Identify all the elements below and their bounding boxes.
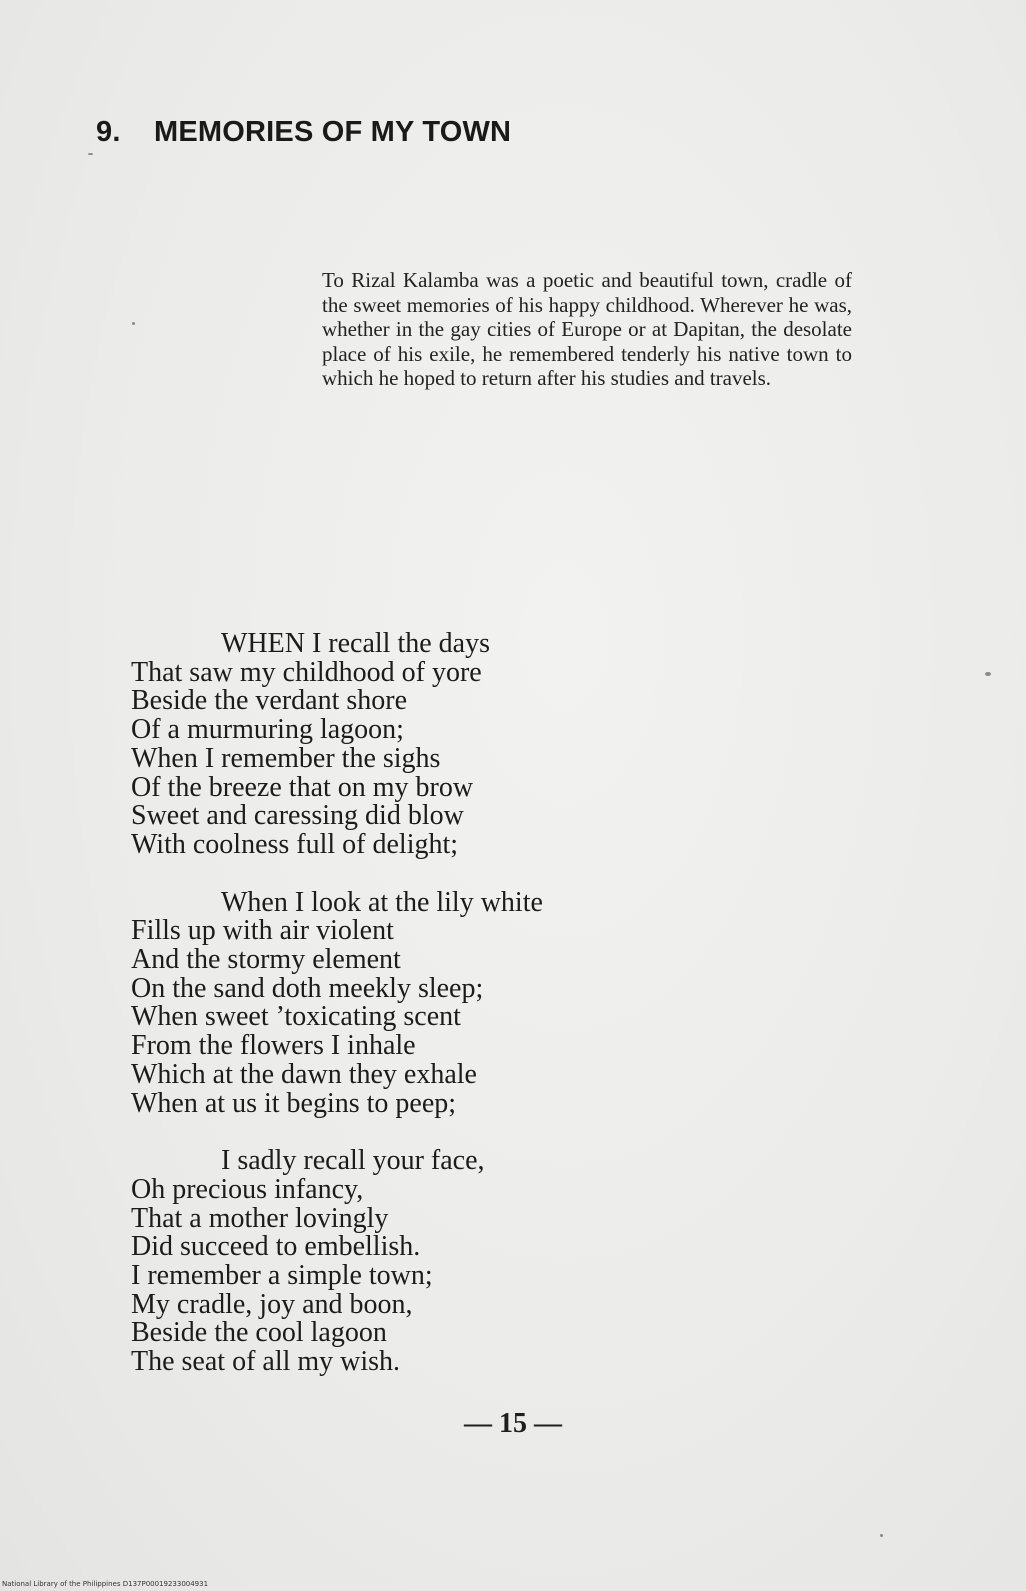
poem-stanza-1 bbox=[131, 630, 691, 860]
poem-line: WHEN I recall the days bbox=[221, 628, 490, 659]
poem-line: When I remember the sighs bbox=[131, 742, 441, 774]
paper-speck bbox=[132, 322, 135, 325]
poem-line: Which at the dawn they exhale bbox=[131, 1058, 477, 1090]
poem-line: Fills up with air violent bbox=[131, 915, 394, 947]
poem-line: On the sand doth meekly sleep; bbox=[131, 972, 484, 1004]
poem-line: Of the breeze that on my brow bbox=[131, 771, 474, 803]
poem-line: When at us it begins to peep; bbox=[131, 1087, 457, 1119]
poem-line: That a mother lovingly bbox=[131, 1202, 389, 1234]
poem-line: When I look at the lily white bbox=[221, 886, 543, 918]
poem-line: Of a murmuring lagoon; bbox=[131, 714, 404, 746]
poem-line: Oh precious infancy, bbox=[131, 1173, 364, 1205]
poem-stanza-3 bbox=[131, 1147, 691, 1377]
poem-line: I sadly recall your face, bbox=[221, 1145, 485, 1177]
page-number: — 15 — bbox=[464, 1408, 562, 1439]
chapter-number: 9. bbox=[96, 116, 121, 148]
poem-line: Sweet and caressing did blow bbox=[131, 800, 464, 832]
poem-line: That saw my childhood of yore bbox=[131, 656, 482, 688]
paper-speck bbox=[880, 1534, 883, 1537]
paper-speck bbox=[985, 672, 991, 676]
poem-line: The seat of all my wish. bbox=[131, 1346, 401, 1378]
poem-line: From the flowers I inhale bbox=[131, 1030, 416, 1062]
poem-line: Did succeed to embellish. bbox=[131, 1231, 421, 1263]
poem-line: Beside the verdant shore bbox=[131, 685, 408, 717]
poem bbox=[131, 630, 691, 1406]
chapter-title bbox=[96, 116, 511, 149]
poem-stanza-2 bbox=[131, 886, 691, 1119]
poem-line: With coolness full of delight; bbox=[131, 828, 459, 860]
poem-line: Beside the cool lagoon bbox=[131, 1317, 387, 1349]
poem-line: And the stormy element bbox=[131, 944, 401, 976]
paper-speck bbox=[88, 153, 93, 155]
scan-credit: National Library of the Philippines D137P00019233004931 bbox=[2, 1580, 209, 1588]
chapter-title-text: MEMORIES OF MY TOWN bbox=[154, 116, 512, 148]
poem-line: When sweet ’toxicating scent bbox=[131, 1001, 461, 1033]
poem-line: My cradle, joy and boon, bbox=[131, 1288, 413, 1320]
intro-paragraph: To Rizal Kalamba was a poetic and beautiful town, cradle of the sweet memories of his happy childhood. Wherever he was, whether in the gay cities of Europe or at Dapitan, the desolate place of his exile, he remembered tenderly his native town to which he hoped to return after his studies and travels. bbox=[322, 268, 852, 391]
poem-line: I remember a simple town; bbox=[131, 1260, 433, 1292]
